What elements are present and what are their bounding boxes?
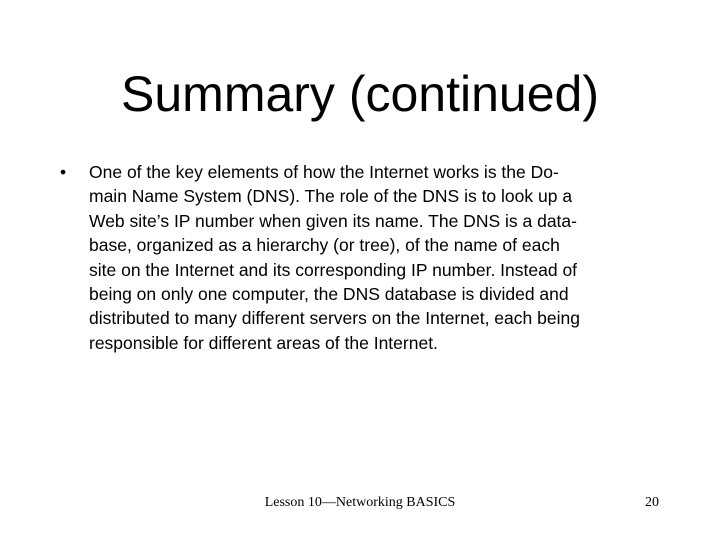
bullet-line: base, organized as a hierarchy (or tree), of the name of each — [89, 235, 560, 256]
bullet-line: main Name System (DNS). The role of the DNS is to look up a — [89, 186, 573, 207]
footer-lesson-title: Lesson 10—Networking BASICS — [264, 495, 456, 510]
bullet-line: site on the Internet and its corresponding IP number. Instead of — [89, 259, 578, 280]
bullet-line: being on only one computer, the DNS database is divided and — [89, 284, 569, 305]
bullet-item — [60, 160, 660, 355]
bullet-line: responsible for different areas of the Internet. — [89, 332, 438, 353]
bullet-line: Web site’s IP number when given its name. The DNS is a data- — [89, 210, 577, 231]
page-number: 20 — [645, 495, 659, 510]
slide-title: Summary (continued) — [121, 66, 599, 122]
bullet-list — [60, 160, 660, 355]
bullet-line: One of the key elements of how the Internet works is the Do- — [89, 162, 559, 182]
bullet-line: distributed to many different servers on the Internet, each being — [89, 308, 580, 329]
bullet-icon: • — [60, 162, 67, 182]
